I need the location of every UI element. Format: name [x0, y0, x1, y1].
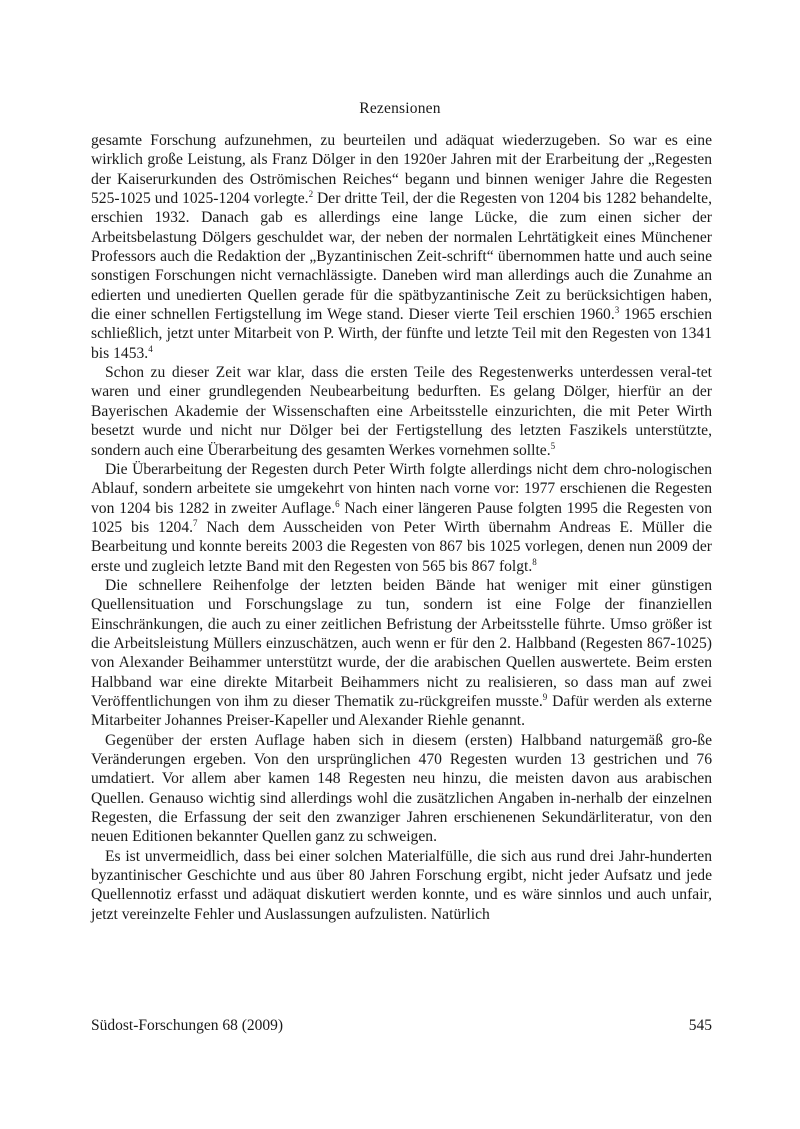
footnote-marker: 3 [614, 305, 620, 316]
paragraph-text: Gegenüber der ersten Auflage haben sich in diesem (ersten) Halbband naturgemäß gro-ße Veränderungen ergeben. Von den ursprünglichen 470 Regesten wurden 13 gestrichen und 76 umdatiert. Vor allem aber kamen 148 Regesten neu hinzu, die meisten davon aus arabischen Quellen. Genauso wichtig sind allerdings wohl die zusätzlichen Angaben in-nerhalb der einzelnen Regesten, die Erfassung der seit den zwanziger Jahren erschienenen Sekundärliteratur, von den neuen Editionen bekannter Quellen ganz zu schweigen. [91, 731, 712, 846]
footnote-marker: 4 [148, 343, 153, 354]
paragraph [91, 460, 712, 576]
review-body-text [91, 131, 712, 924]
paragraph-text: Dafür werden als externe Mitarbeiter Johannes Preiser-Kapeller und Alexander Riehle genannt. [91, 692, 712, 730]
paragraph-text: Nach einer längeren Pause folgten 1995 die Regesten von 1025 bis 1204. [91, 499, 712, 536]
footnote-marker: 2 [308, 189, 314, 200]
footnote-marker: 8 [532, 556, 537, 567]
paragraph-text: Der dritte Teil, der die Regesten von 1204 bis 1282 behandelte, erschien 1932. Danach gab es allerdings eine lange Lücke, die zum einen sicher der Arbeitsbelastung Dölgers geschuldet war, der neben der normalen Lehrtätigkeit eines Münchener Professors auch die Redaktion der „Byzantinischen Zeit-schrift“ übernommen hatte und auch seine sonstigen Forschungen nicht vernachlässigte. Daneben wird man allerdings auch die Zunahme an edierten und unedierten Quellen gerade für die spätbyzantinische Zeit zu berücksichtigen haben, die einer schnellen Fertigstellung im Wege stand. Dieser vierte Teil erschien 1960. [91, 190, 712, 324]
paragraph [91, 731, 712, 847]
footnote-marker: 6 [335, 498, 340, 509]
paragraph-text: gesamte Forschung aufzunehmen, zu beurteilen und adäquat wiederzugeben. So war es eine wirklich große Leistung, als Franz Dölger in den 1920er Jahren mit der Erarbeitung der „Regesten der Kaiserurkunden des Oströmischen Reiches“ begann und binnen weniger Jahre die Regesten 525-1025 und 1025-1204 vorlegte. [91, 132, 712, 208]
paragraph-text: Nach dem Ausscheiden von Peter Wirth übernahm Andreas E. Müller die Bearbeitung und konnte bereits 2003 die Regesten von 867 bis 1025 vorlegen, denen nun 2009 der erste und zugleich letzte Band mit den Regesten von 565 bis 867 folgt. [91, 518, 712, 575]
footnote-marker: 7 [193, 517, 198, 528]
paragraph-text: Die schnellere Reihenfolge der letzten beiden Bände hat weniger mit einer günstigen Quellensituation und Forschungslage zu tun, sondern ist eine Folge der finanziellen Einschränkungen, die auch zu einer zeitlichen Befristung der Arbeitsstelle führte. Umso größer ist die Arbeitsleistung Müllers einzuschätzen, auch wenn er für den 2. Halbband (Regesten 867-1025) von Alexander Beihammer unterstützt wurde, der die arabischen Quellen auswertete. Beim ersten Halbband war eine direkte Mitarbeit Beihammers nicht zu realisieren, so dass man auf zwei Veröffentlichungen von ihm zu dieser Thematik zu-rückgreifen musste. [91, 576, 712, 710]
footnote-marker: 9 [542, 691, 548, 702]
page-number: 545 [688, 1017, 712, 1034]
running-header: Rezensionen [359, 100, 441, 117]
paragraph-text: 1965 erschien schließlich, jetzt unter Mitarbeit von P. Wirth, der fünfte und letzte Teil mit den Regesten von 1341 bis 1453. [91, 306, 713, 362]
footnote-marker: 5 [550, 440, 556, 451]
paragraph-text: Es ist unvermeidlich, dass bei einer solchen Materialfülle, die sich aus rund drei Jahr-hunderten byzantinischer Geschichte und aus über 80 Jahren Forschung ergibt, nicht jeder Aufsatz und jede Quellennotiz erfasst und adäquat diskutiert werden konnte, und es wäre sinnlos und auch unfair, jetzt vereinzelte Fehler und Auslassungen aufzulisten. Natürlich [91, 847, 712, 923]
paragraph [91, 363, 712, 460]
journal-citation: Südost-Forschungen 68 (2009) [91, 1017, 284, 1034]
paragraph-text: Schon zu dieser Zeit war klar, dass die ersten Teile des Regestenwerks unterdessen veral-tet waren und einer grundlegenden Neubearbeitung bedurften. Es gelang Dölger, hierfür an der Bayerischen Akademie der Wissenschaften eine Arbeitsstelle einzurichten, die mit Peter Wirth besetzt wurde und nicht nur Dölger bei der Fertigstellung des letzten Faszikels unterstützte, sondern auch eine Überarbeitung des gesamten Werkes vornehmen sollte. [91, 364, 712, 459]
paragraph [91, 131, 712, 363]
paragraph [91, 847, 712, 924]
paragraph [91, 576, 712, 731]
paragraph-text: Die Überarbeitung der Regesten durch Peter Wirth folgte allerdings nicht dem chro-nologischen Ablauf, sondern arbeitete sie umgekehrt von hinten nach vorne vor: 1977 erschienen die Regesten von 1204 bis 1282 in zweiter Auflage. [91, 460, 712, 517]
